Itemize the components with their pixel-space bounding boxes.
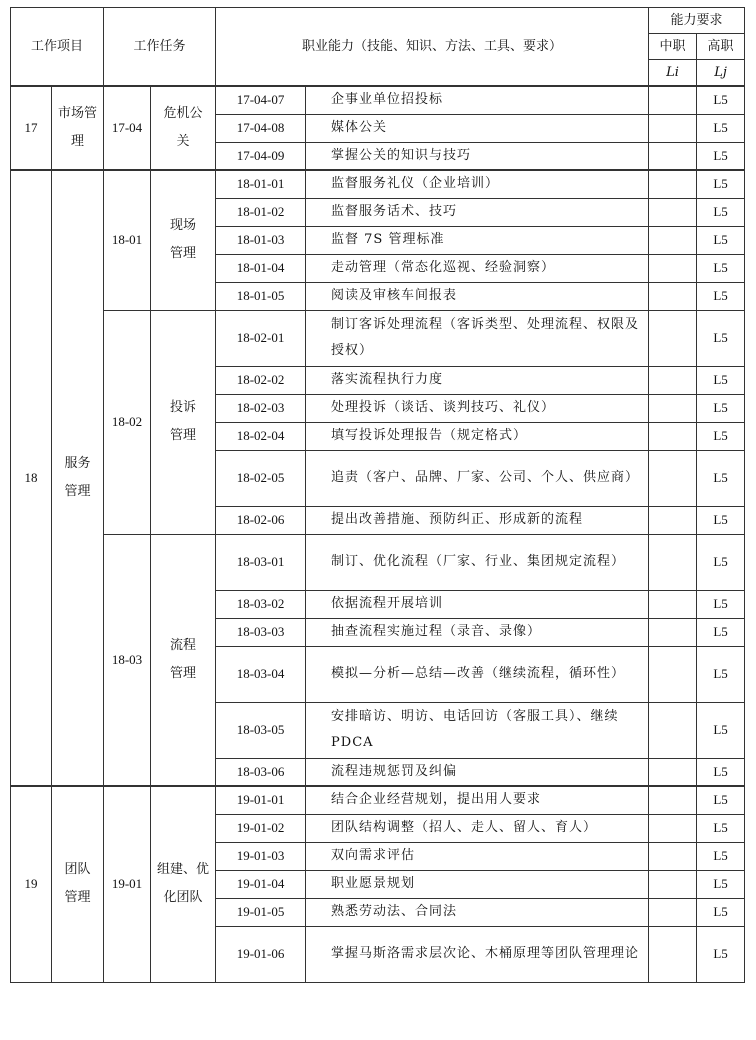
project-number: 18 <box>11 170 52 786</box>
level-li <box>649 310 697 366</box>
ability-code: 18-01-05 <box>216 282 306 310</box>
ability-text: 企事业单位招投标 <box>306 86 649 114</box>
level-lj: L5 <box>697 226 745 254</box>
task-code: 18-02 <box>104 310 151 534</box>
level-li <box>649 450 697 506</box>
ability-code: 18-01-03 <box>216 226 306 254</box>
header-gaozhi: 高职 <box>697 34 745 60</box>
level-li <box>649 898 697 926</box>
ability-text: 追责（客户、品牌、厂家、公司、个人、供应商） <box>306 450 649 506</box>
ability-text: 抽查流程实施过程（录音、录像） <box>306 618 649 646</box>
task-code: 19-01 <box>104 786 151 982</box>
ability-text: 依据流程开展培训 <box>306 590 649 618</box>
ability-code: 18-02-06 <box>216 506 306 534</box>
level-li <box>649 142 697 170</box>
level-lj: L5 <box>697 758 745 786</box>
level-lj: L5 <box>697 702 745 758</box>
level-li <box>649 114 697 142</box>
ability-code: 18-02-01 <box>216 310 306 366</box>
ability-text: 填写投诉处理报告（规定格式） <box>306 422 649 450</box>
task-name: 投诉管理 <box>151 310 216 534</box>
ability-code: 19-01-05 <box>216 898 306 926</box>
project-name: 团队管理 <box>52 786 104 982</box>
level-lj: L5 <box>697 366 745 394</box>
ability-code: 18-02-04 <box>216 422 306 450</box>
project-name: 服务管理 <box>52 170 104 786</box>
level-li <box>649 786 697 814</box>
ability-code: 19-01-01 <box>216 786 306 814</box>
ability-text: 流程违规惩罚及纠偏 <box>306 758 649 786</box>
level-li <box>649 758 697 786</box>
ability-code: 18-01-04 <box>216 254 306 282</box>
task-code: 17-04 <box>104 86 151 170</box>
ability-text: 媒体公关 <box>306 114 649 142</box>
ability-code: 18-03-02 <box>216 590 306 618</box>
level-lj: L5 <box>697 870 745 898</box>
level-li <box>649 226 697 254</box>
ability-text: 制订、优化流程（厂家、行业、集团规定流程） <box>306 534 649 590</box>
ability-text: 监督服务话术、技巧 <box>306 198 649 226</box>
level-lj: L5 <box>697 618 745 646</box>
ability-text: 模拟—分析—总结—改善（继续流程，循环性） <box>306 646 649 702</box>
ability-code: 18-02-02 <box>216 366 306 394</box>
ability-text: 落实流程执行力度 <box>306 366 649 394</box>
ability-code: 18-03-01 <box>216 534 306 590</box>
task-code: 18-01 <box>104 170 151 310</box>
level-li <box>649 646 697 702</box>
task-code: 18-03 <box>104 534 151 786</box>
header-project: 工作项目 <box>11 8 104 87</box>
level-lj: L5 <box>697 506 745 534</box>
level-lj: L5 <box>697 814 745 842</box>
level-lj: L5 <box>697 310 745 366</box>
header-lj: Lj <box>697 60 745 87</box>
level-li <box>649 170 697 198</box>
level-li <box>649 394 697 422</box>
level-li <box>649 282 697 310</box>
ability-text: 处理投诉（谈话、谈判技巧、礼仪） <box>306 394 649 422</box>
ability-text: 阅读及审核车间报表 <box>306 282 649 310</box>
project-number: 17 <box>11 86 52 170</box>
ability-code: 18-03-06 <box>216 758 306 786</box>
level-lj: L5 <box>697 534 745 590</box>
ability-code: 18-03-05 <box>216 702 306 758</box>
task-name: 流程管理 <box>151 534 216 786</box>
ability-text: 监督 7S 管理标准 <box>306 226 649 254</box>
level-li <box>649 86 697 114</box>
level-lj: L5 <box>697 590 745 618</box>
ability-text: 职业愿景规划 <box>306 870 649 898</box>
ability-text: 安排暗访、明访、电话回访（客服工具）、继续 PDCA <box>306 702 649 758</box>
ability-code: 18-01-01 <box>216 170 306 198</box>
header-zhongzhi: 中职 <box>649 34 697 60</box>
ability-code: 18-02-03 <box>216 394 306 422</box>
project-number: 19 <box>11 786 52 982</box>
task-name: 现场管理 <box>151 170 216 310</box>
ability-code: 18-03-04 <box>216 646 306 702</box>
level-lj: L5 <box>697 114 745 142</box>
level-lj: L5 <box>697 786 745 814</box>
level-li <box>649 366 697 394</box>
level-lj: L5 <box>697 898 745 926</box>
ability-code: 19-01-02 <box>216 814 306 842</box>
level-lj: L5 <box>697 646 745 702</box>
level-lj: L5 <box>697 198 745 226</box>
level-lj: L5 <box>697 86 745 114</box>
ability-text: 提出改善措施、预防纠正、形成新的流程 <box>306 506 649 534</box>
level-lj: L5 <box>697 170 745 198</box>
ability-text: 监督服务礼仪（企业培训） <box>306 170 649 198</box>
level-li <box>649 870 697 898</box>
level-li <box>649 422 697 450</box>
level-lj: L5 <box>697 422 745 450</box>
competency-table <box>10 7 745 983</box>
ability-code: 17-04-07 <box>216 86 306 114</box>
level-li <box>649 926 697 982</box>
ability-text: 团队结构调整（招人、走人、留人、育人） <box>306 814 649 842</box>
ability-text: 掌握马斯洛需求层次论、木桶原理等团队管理理论 <box>306 926 649 982</box>
level-lj: L5 <box>697 926 745 982</box>
level-li <box>649 702 697 758</box>
ability-text: 制订客诉处理流程（客诉类型、处理流程、权限及授权） <box>306 310 649 366</box>
level-lj: L5 <box>697 282 745 310</box>
task-name: 组建、优化团队 <box>151 786 216 982</box>
task-name: 危机公关 <box>151 86 216 170</box>
ability-text: 走动管理（常态化巡视、经验洞察） <box>306 254 649 282</box>
level-li <box>649 198 697 226</box>
level-li <box>649 590 697 618</box>
ability-text: 掌握公关的知识与技巧 <box>306 142 649 170</box>
level-li <box>649 506 697 534</box>
ability-text: 结合企业经营规划，提出用人要求 <box>306 786 649 814</box>
ability-code: 18-03-03 <box>216 618 306 646</box>
level-li <box>649 534 697 590</box>
level-lj: L5 <box>697 254 745 282</box>
ability-code: 18-01-02 <box>216 198 306 226</box>
level-li <box>649 842 697 870</box>
level-lj: L5 <box>697 450 745 506</box>
ability-code: 19-01-06 <box>216 926 306 982</box>
project-name: 市场管理 <box>52 86 104 170</box>
ability-text: 熟悉劳动法、合同法 <box>306 898 649 926</box>
ability-code: 17-04-08 <box>216 114 306 142</box>
ability-code: 19-01-03 <box>216 842 306 870</box>
level-li <box>649 618 697 646</box>
ability-text: 双向需求评估 <box>306 842 649 870</box>
level-lj: L5 <box>697 842 745 870</box>
header-ability: 职业能力（技能、知识、方法、工具、要求） <box>216 8 649 87</box>
header-task: 工作任务 <box>104 8 216 87</box>
level-lj: L5 <box>697 394 745 422</box>
ability-code: 17-04-09 <box>216 142 306 170</box>
level-li <box>649 814 697 842</box>
ability-code: 19-01-04 <box>216 870 306 898</box>
header-requirement: 能力要求 <box>649 8 745 34</box>
ability-code: 18-02-05 <box>216 450 306 506</box>
level-li <box>649 254 697 282</box>
level-lj: L5 <box>697 142 745 170</box>
header-li: Li <box>649 60 697 87</box>
